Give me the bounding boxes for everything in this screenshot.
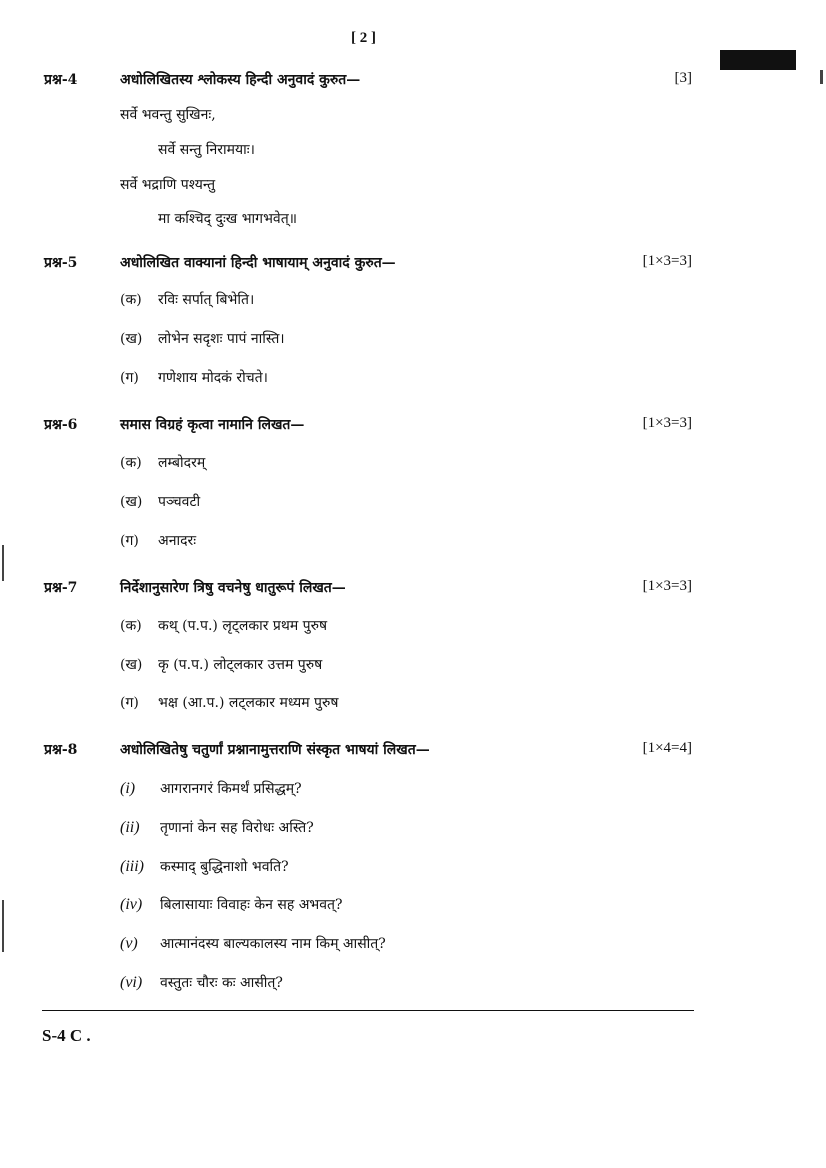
item-marker: (ख) — [120, 331, 143, 347]
item-text: बिलासायाः विवाहः केन सह अभवत्? — [160, 897, 343, 913]
redaction-block — [720, 50, 796, 70]
question-text: अधोलिखितेषु चतुर्णां प्रश्नानामुत्तराणि संस्कृत भाषयां लिखत— — [120, 742, 430, 758]
list-item — [120, 329, 285, 348]
question-label: प्रश्न-7 — [44, 580, 78, 596]
edge-mark — [2, 545, 4, 581]
item-marker: (क) — [120, 618, 142, 634]
item-marker: (क) — [120, 455, 142, 471]
item-marker: (i) — [120, 780, 136, 797]
question-text: समास विग्रहं कृत्वा नामानि लिखत— — [120, 417, 305, 433]
edge-mark — [2, 900, 4, 952]
question-label: प्रश्न-4 — [44, 72, 78, 88]
item-text: कृ (प.प.) लोट्लकार उत्तम पुरुष — [158, 657, 323, 673]
item-text: कस्माद् बुद्धिनाशो भवति? — [160, 859, 289, 875]
item-marker: (v) — [120, 935, 138, 952]
footer-code: S-4 C . — [42, 1026, 91, 1045]
item-text: गणेशाय मोदकं रोचते। — [158, 370, 268, 386]
list-item — [120, 973, 283, 992]
item-text: रविः सर्पात् बिभेति। — [158, 292, 255, 308]
list-item — [120, 857, 289, 876]
question-label: प्रश्न-6 — [44, 417, 78, 433]
verse-line: सर्वे भद्राणि पश्यन्तु — [120, 177, 216, 193]
item-text: वस्तुतः चौरः कः आसीत्? — [160, 975, 283, 991]
question-4-heading — [0, 70, 826, 94]
item-marker: (ग) — [120, 370, 139, 386]
list-item — [120, 818, 314, 837]
item-marker: (iv) — [120, 896, 143, 913]
verse-line: सर्वे भवन्तु सुखिनः, — [120, 107, 216, 123]
item-marker: (क) — [120, 292, 142, 308]
item-marker: (ख) — [120, 494, 143, 510]
question-marks: [1×3=3] — [642, 578, 692, 594]
item-marker: (vi) — [120, 974, 143, 991]
item-marker: (ख) — [120, 657, 143, 673]
list-item — [120, 616, 327, 635]
list-item — [120, 368, 268, 387]
item-text: कथ् (प.प.) लृट्लकार प्रथम पुरुष — [158, 618, 328, 634]
question-6-heading — [0, 415, 826, 439]
list-item — [120, 934, 386, 953]
verse-line: मा कश्चिद् दुःख भागभवेत्॥ — [158, 211, 298, 227]
item-text: पञ्चवटी — [158, 494, 201, 510]
item-text: अनादरः — [158, 533, 197, 549]
list-item — [120, 693, 338, 712]
question-text: निर्देशानुसारेण त्रिषु वचनेषु धातुरूपं लिखत— — [120, 580, 346, 596]
list-item — [120, 531, 196, 550]
question-marks: [1×3=3] — [642, 253, 692, 269]
list-item — [120, 492, 200, 511]
verse-line: सर्वे सन्तु निरामयाः। — [158, 142, 255, 158]
item-text: लोभेन सदृशः पापं नास्ति। — [158, 331, 285, 347]
item-text: आत्मानंदस्य बाल्यकालस्य नाम किम् आसीत्? — [160, 936, 386, 952]
list-item — [120, 655, 322, 674]
question-5-heading — [0, 253, 826, 277]
item-text: लम्बोदरम् — [158, 455, 206, 471]
item-text: आगरानगरं किमर्थं प्रसिद्धम्? — [160, 781, 302, 797]
question-label: प्रश्न-8 — [44, 742, 78, 758]
question-label: प्रश्न-5 — [44, 255, 78, 271]
list-item — [120, 290, 254, 309]
item-text: भक्ष (आ.प.) लट्लकार मध्यम पुरुष — [158, 695, 339, 711]
footer-divider — [42, 1010, 694, 1011]
item-marker: (ii) — [120, 819, 140, 836]
item-text: तृणानां केन सह विरोधः अस्ति? — [160, 820, 314, 836]
page-number: [ 2 ] — [351, 30, 376, 46]
question-marks: [1×4=4] — [642, 740, 692, 756]
list-item — [120, 895, 343, 914]
list-item — [120, 779, 302, 798]
question-marks: [1×3=3] — [642, 415, 692, 431]
question-7-heading — [0, 578, 826, 602]
list-item — [120, 453, 205, 472]
item-marker: (iii) — [120, 858, 144, 875]
item-marker: (ग) — [120, 533, 139, 549]
question-text: अधोलिखितस्य श्लोकस्य हिन्दी अनुवादं कुरुत— — [120, 72, 361, 88]
question-8-heading — [0, 740, 826, 764]
question-marks: [3] — [674, 70, 692, 86]
question-text: अधोलिखित वाक्यानां हिन्दी भाषायाम् अनुवादं कुरुत— — [120, 255, 396, 271]
item-marker: (ग) — [120, 695, 139, 711]
